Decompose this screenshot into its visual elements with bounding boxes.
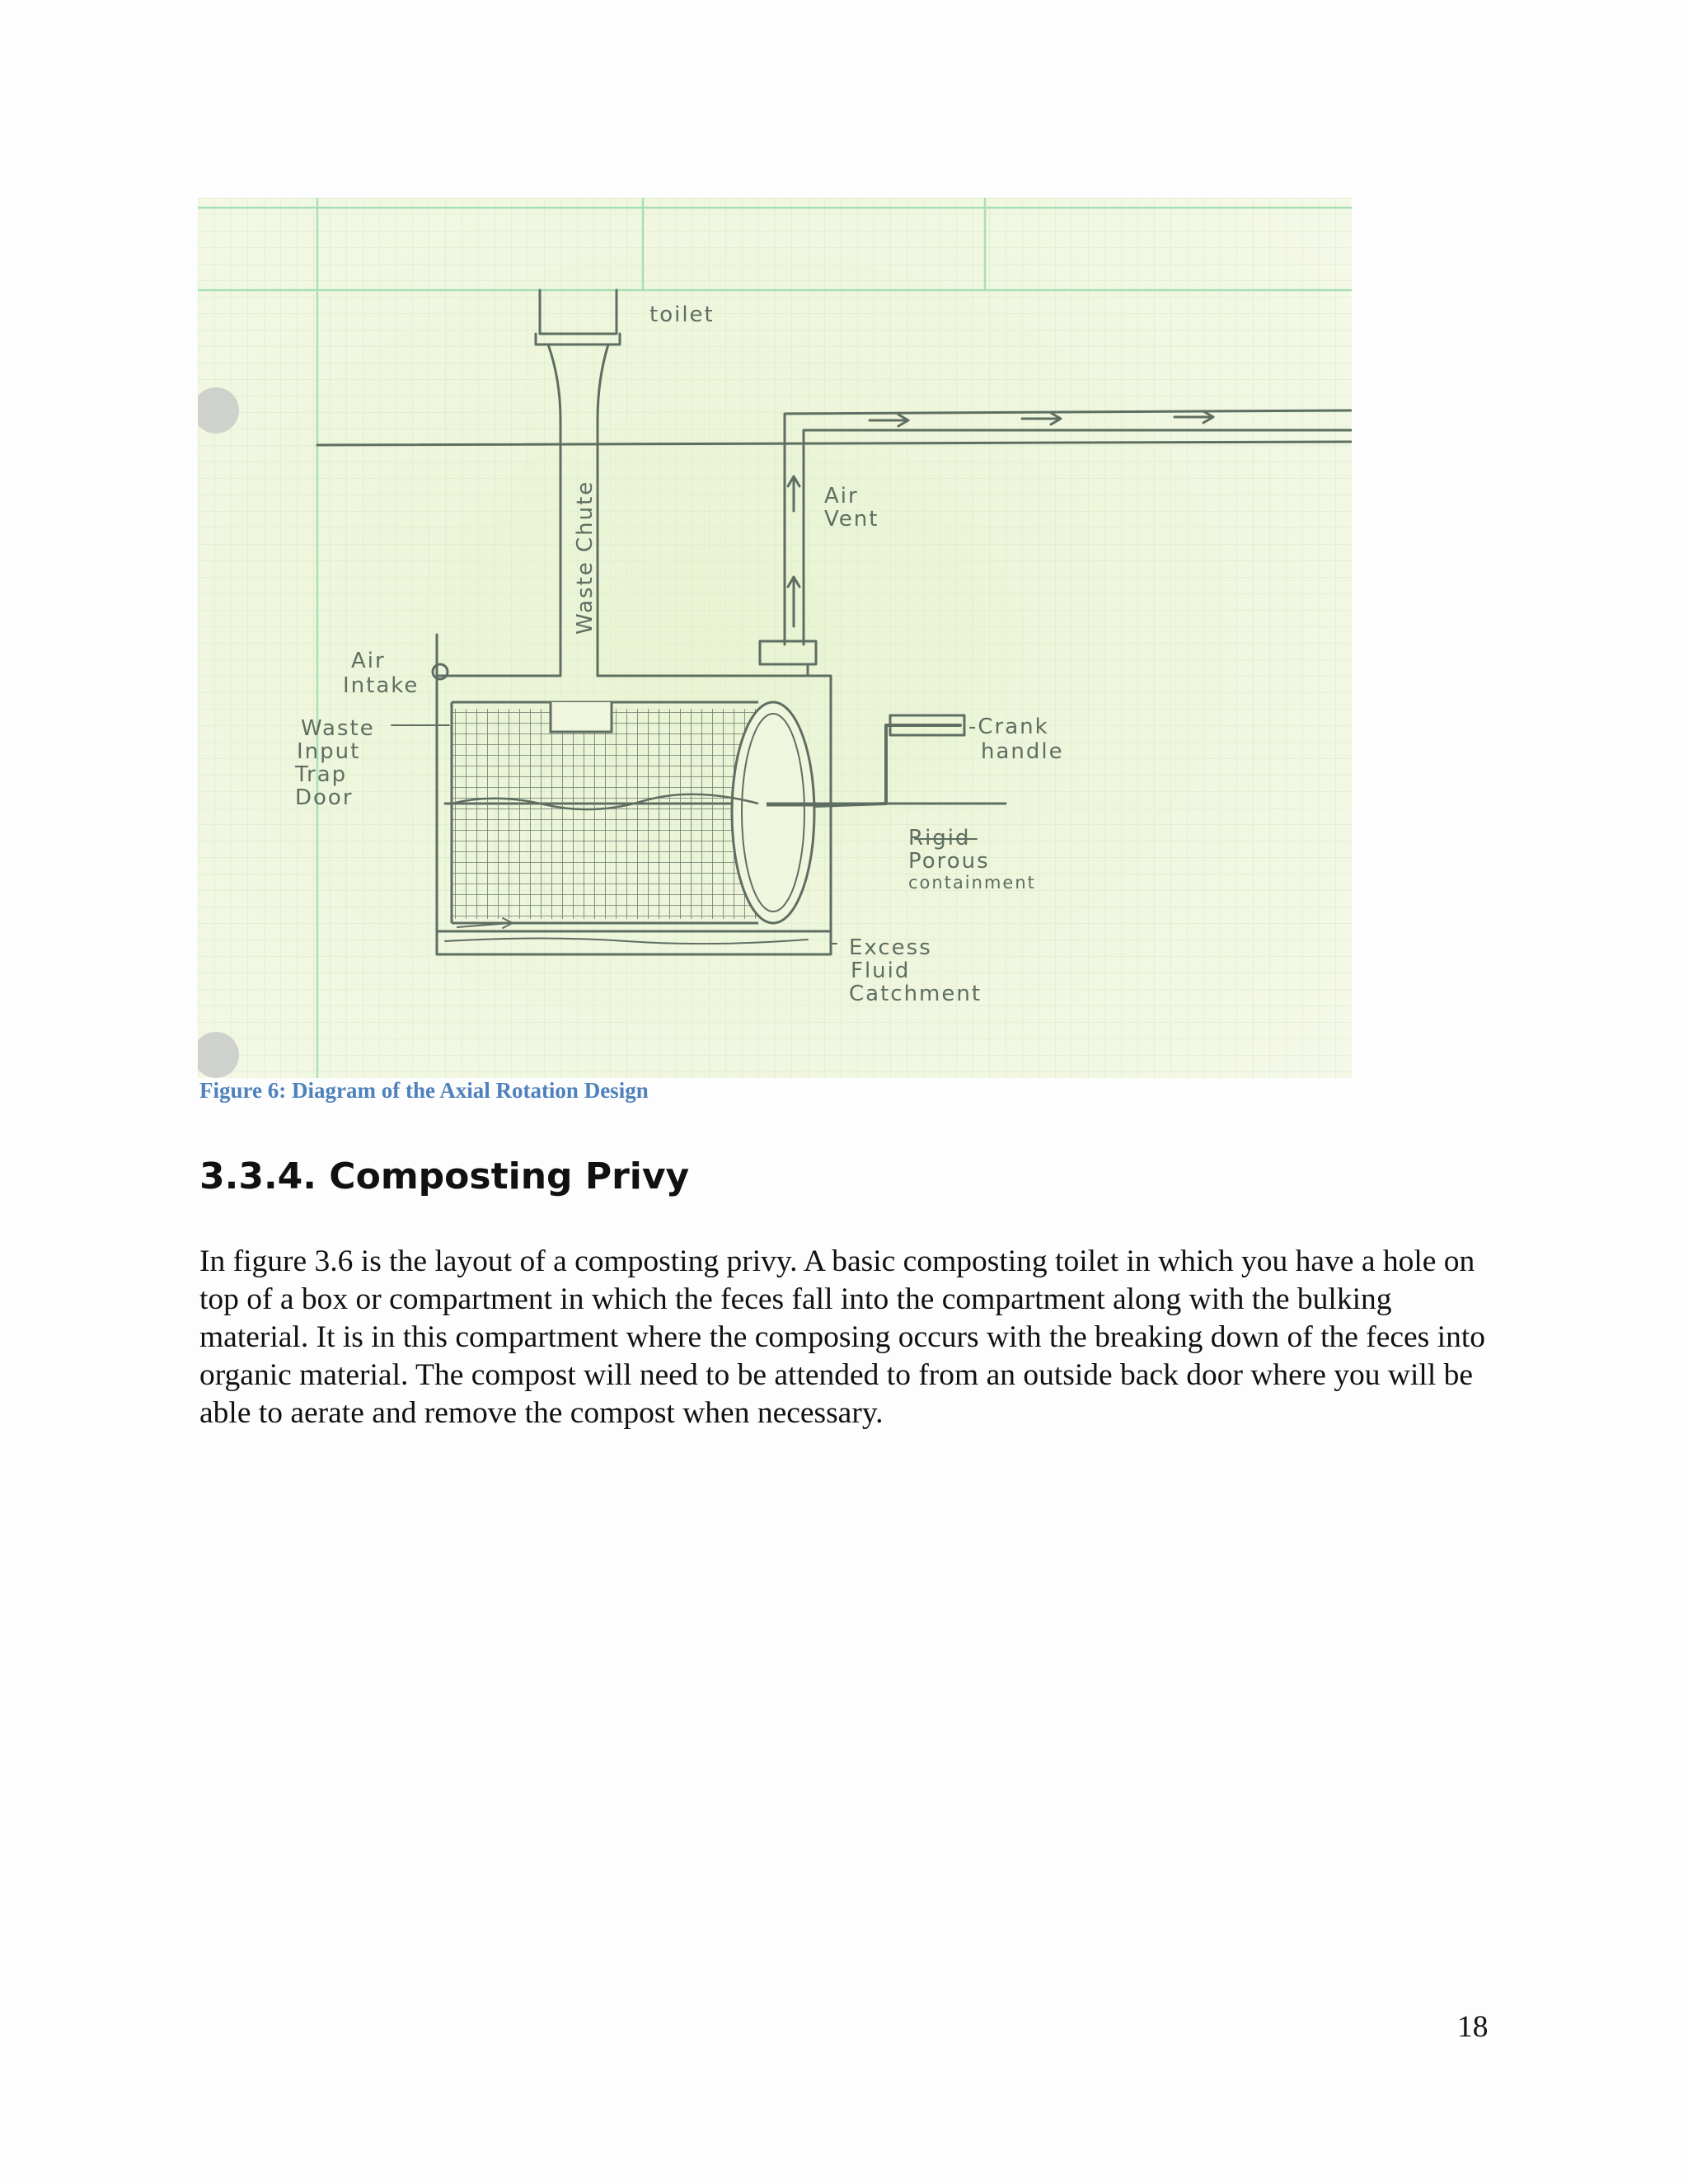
label-crank: -Crank: [968, 715, 1049, 739]
label-intake: Intake: [343, 673, 420, 698]
axial-rotation-diagram: [198, 198, 1352, 1078]
label-air: Air: [824, 484, 859, 509]
label-catchment: Catchment: [849, 982, 982, 1006]
label-door: Door: [295, 785, 354, 810]
figure-image: [198, 198, 1352, 1078]
label-waste: Waste: [301, 716, 375, 741]
label-fluid: Fluid: [851, 958, 911, 983]
label-containment: containment: [908, 873, 1036, 893]
label-porous: Porous: [908, 849, 990, 874]
label-handle: handle: [981, 739, 1064, 764]
label-toilet: toilet: [649, 302, 715, 327]
label-waste-chute: Waste Chute: [573, 480, 598, 635]
label-trap: Trap: [295, 762, 348, 787]
trap-door: [551, 702, 612, 732]
rotating-drum: [452, 702, 849, 923]
label-vent: Vent: [824, 507, 879, 532]
label-input: Input: [297, 739, 361, 764]
drum-end-cap: [732, 702, 814, 923]
drum-mesh: [452, 709, 773, 919]
fine-grid: [198, 198, 1352, 1078]
page-number: 18: [1457, 2010, 1489, 2044]
figure-caption: Figure 6: Diagram of the Axial Rotation Design: [199, 1078, 649, 1103]
label-excess: Excess: [849, 935, 932, 960]
label-rigid: Rigid: [908, 826, 971, 851]
section-heading: 3.3.4. Composting Privy: [199, 1155, 690, 1197]
section-body: In figure 3.6 is the layout of a composting privy. A basic composting toilet in which you have a hole on top of a box or compartment in which the feces fall into the compartment along with the bulking material. It is in this compartment where the composing occurs with the breaking down of the feces into organic material. The compost will need to be attended to from an outside back door where you will be able to aerate and remove the compost when necessary.: [199, 1244, 1485, 1430]
label-air-intake-air: Air: [351, 649, 386, 673]
